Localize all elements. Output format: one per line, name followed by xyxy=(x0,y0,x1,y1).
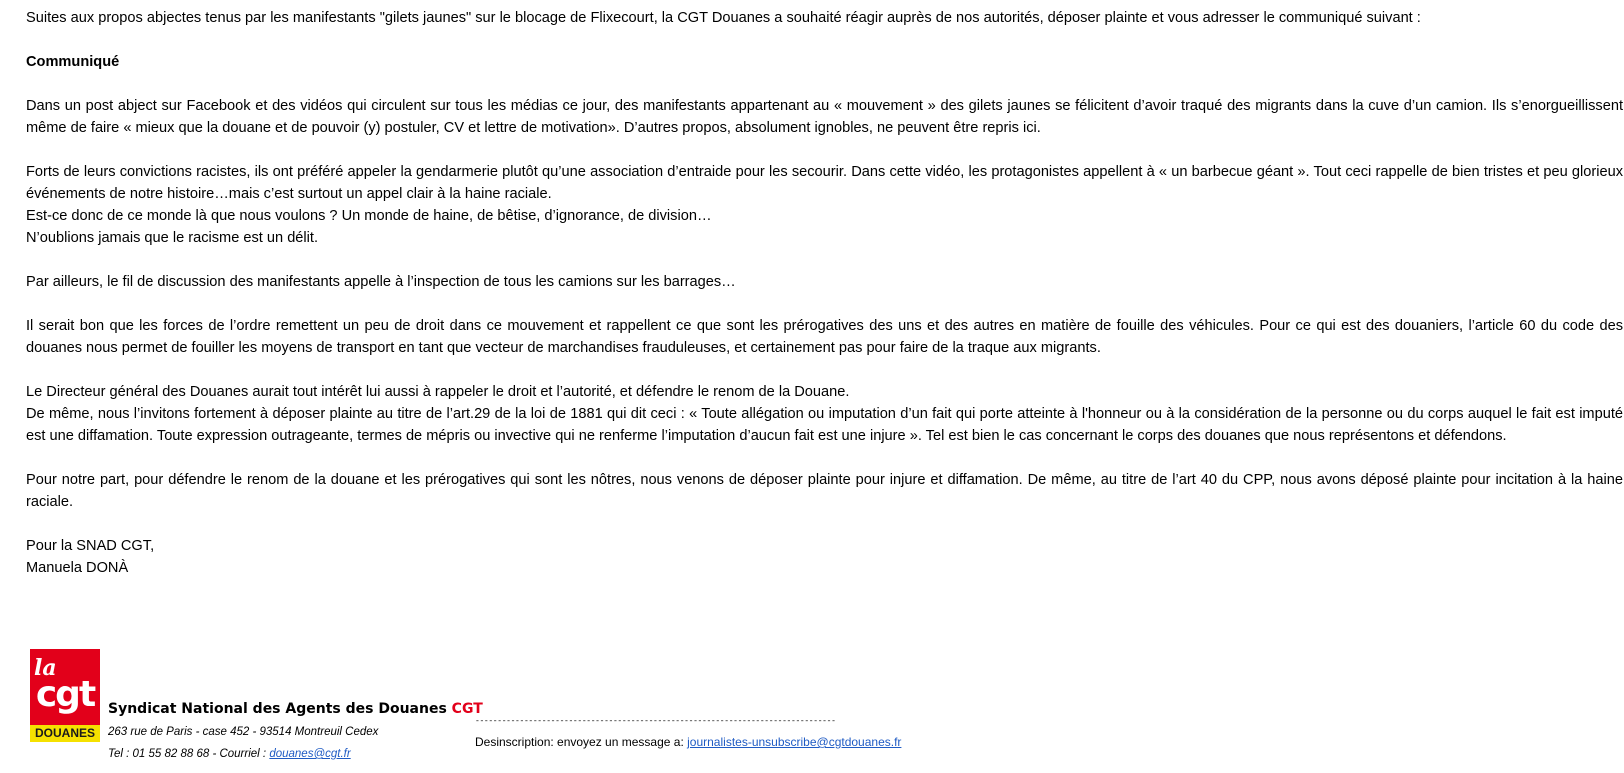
paragraph-inspection: Par ailleurs, le fil de discussion des manifestants appelle à l’inspection de tous les camions sur les barrages… xyxy=(26,274,736,290)
paragraph-article-29: De même, nous l’invitons fortement à déposer plainte au titre de l’art.29 de la loi de 1881 qui dit ceci : « Toute allégation ou imputation d’un fait qui porte atteinte à l'honneur ou à la considération de la personne ou du corps auquel le fait est imputé est une diffamation. Toute expression outrageante, termes de mépris ou invective qui ne renferme l’imputation d’aucun fait est une injure ». Tel est bien le cas concernant le corps des douanes que nous représentons et défendons. xyxy=(26,406,1623,444)
unsubscribe-label: Desinscription: envoyez un message a: xyxy=(475,735,684,749)
logo-douanes-text: DOUANES xyxy=(34,726,95,740)
intro-paragraph: Suites aux propos abjectes tenus par les manifestants "gilets jaunes" sur le blocage de Flixecourt, la CGT Douanes a souhaité réagir auprès de nos autorités, déposer plainte et vous adresser le communiqué suivant : xyxy=(26,10,1421,26)
org-name xyxy=(108,700,483,718)
paragraph-racism-offense: N’oublions jamais que le racisme est un délit. xyxy=(26,230,319,246)
closing-line: Pour la SNAD CGT, xyxy=(26,538,155,554)
signatory-name: Manuela DONÀ xyxy=(26,560,129,576)
paragraph-director: Le Directeur général des Douanes aurait tout intérêt lui aussi à rappeler le droit et l’autorité, et défendre le renom de la Douane. xyxy=(26,384,850,400)
org-name-accent: CGT xyxy=(451,701,483,717)
footer-separator: --------------------------------------------------------------------------------- xyxy=(475,717,836,726)
org-name-text: Syndicat National des Agents des Douanes xyxy=(108,701,447,717)
message-body xyxy=(26,7,1623,579)
communique-heading: Communiqué xyxy=(26,54,120,70)
cgt-douanes-logo xyxy=(30,649,100,742)
paragraph-article-60: Il serait bon que les forces de l’ordre remettent un peu de droit dans ce mouvement et rappellent ce que sont les prérogatives des uns et des autres en matière de fouille des véhicules. Pour ce qui est des douaniers, l’article 60 du code des douanes nous permet de fouiller les moyens de transport en tant que vecteur de marchandises frauduleuses, et certainement pas pour faire de la traque aux migrants. xyxy=(26,318,1623,356)
paragraph-question: Est-ce donc de ce monde là que nous voulons ? Un monde de haine, de bêtise, d’ignorance, de division… xyxy=(26,208,712,224)
logo-la-text: la xyxy=(34,655,57,681)
logo-cgt-text: cgt xyxy=(35,674,95,715)
paragraph-convictions: Forts de leurs convictions racistes, ils ont préféré appeler la gendarmerie plutôt qu’une association d’entraide pour les secourir. Dans cette vidéo, les protagonistes appellent à « un barbecue géant ». Tout ceci rappelle de bien tristes et peu glorieux événements de notre histoire…mais c’est surtout un appel clair à la haine raciale. xyxy=(26,164,1623,202)
unsubscribe-line xyxy=(475,734,901,750)
org-contact-prefix: Tel : 01 55 82 88 68 - Courriel : xyxy=(108,748,267,760)
unsubscribe-email-link[interactable]: journalistes-unsubscribe@cgtdouanes.fr xyxy=(687,735,902,749)
org-email-link[interactable]: douanes@cgt.fr xyxy=(269,748,351,760)
paragraph-complaint: Pour notre part, pour défendre le renom de la douane et les prérogatives qui sont les nôtres, nous venons de déposer plainte pour injure et diffamation. De même, au titre de l’art 40 du CPP, nous avons déposé plainte pour incitation à la haine raciale. xyxy=(26,472,1623,510)
paragraph-facebook-post: Dans un post abject sur Facebook et des vidéos qui circulent sur tous les médias ce jour, des manifestants appartenant au « mouvement » des gilets jaunes se félicitent d’avoir traqué des migrants dans la cuve d’un camion. Ils s’enorgueillissent même de faire « mieux que la douane et de pouvoir (y) postuler, CV et lettre de motivation». D’autres propos, absolument ignobles, ne peuvent être repris ici. xyxy=(26,98,1623,136)
org-address: 263 rue de Paris - case 452 - 93514 Montreuil Cedex xyxy=(108,726,379,738)
org-contact xyxy=(108,746,351,762)
